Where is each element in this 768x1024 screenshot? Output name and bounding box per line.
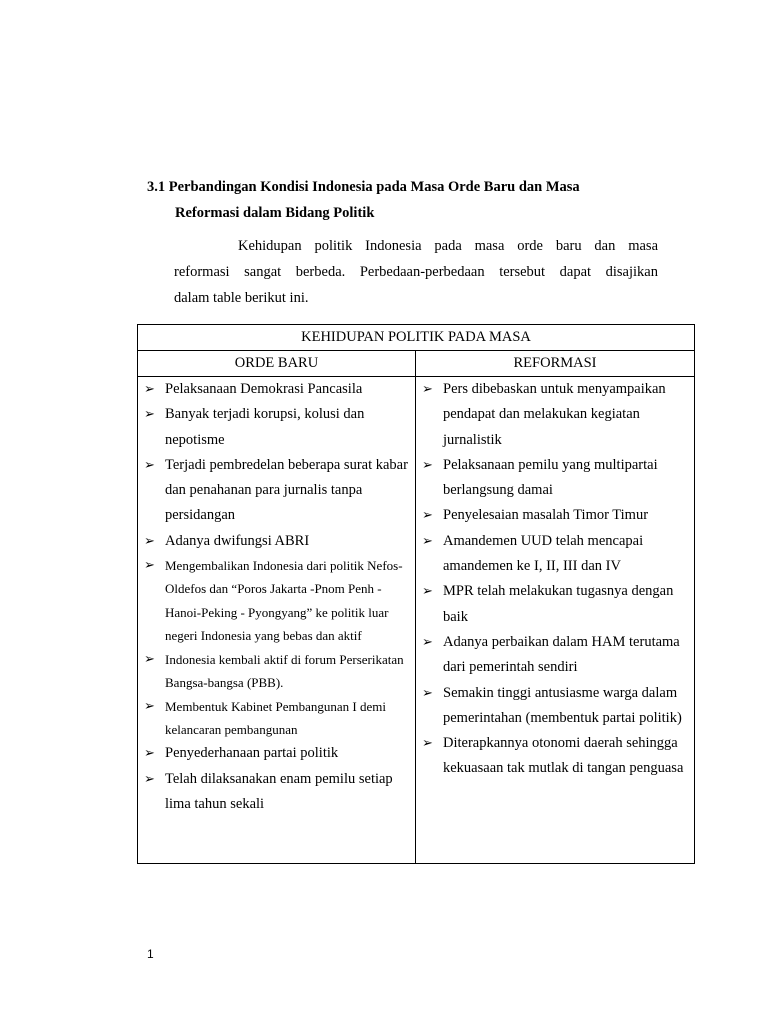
section-title-line1: 3.1 Perbandingan Kondisi Indonesia pada Masa Orde Baru dan Masa xyxy=(147,179,580,195)
list-item xyxy=(416,731,694,782)
list-item-text: Adanya dwifungsi ABRI xyxy=(165,532,310,549)
reformasi-list xyxy=(416,377,694,782)
section-title-line2: Reformasi dalam Bidang Politik xyxy=(175,205,375,221)
list-item-text: MPR telah melakukan tugasnya dengan baik xyxy=(443,583,674,625)
arrow-bullet-icon: ➢ xyxy=(144,651,155,667)
arrow-bullet-icon: ➢ xyxy=(422,533,433,549)
list-item-text: Pelaksanaan pemilu yang multipartai berlangsung damai xyxy=(443,456,658,499)
section-heading xyxy=(147,174,667,226)
list-item-text: Penyederhanaan partai politik xyxy=(165,745,339,762)
comparison-table xyxy=(137,324,695,864)
arrow-bullet-icon: ➢ xyxy=(144,457,155,473)
list-item-text: Pelaksanaan Demokrasi Pancasila xyxy=(165,381,363,397)
arrow-bullet-icon: ➢ xyxy=(144,533,155,549)
list-item xyxy=(416,503,694,528)
list-item xyxy=(416,630,694,681)
list-item xyxy=(138,648,415,695)
orde-baru-list xyxy=(138,377,415,817)
list-item-text: Adanya perbaikan dalam HAM terutama dari pemerintah sendiri xyxy=(443,633,680,676)
list-item xyxy=(416,681,694,732)
column-header-reformasi: REFORMASI xyxy=(416,351,695,377)
list-item xyxy=(416,579,694,630)
list-item-text: Amandemen UUD telah mencapai amandemen ke I, II, III dan IV xyxy=(443,532,644,575)
list-item xyxy=(138,554,415,648)
list-item xyxy=(138,695,415,742)
intro-line3: dalam table berikut ini. xyxy=(174,290,309,306)
arrow-bullet-icon: ➢ xyxy=(144,746,155,762)
list-item-text: Indonesia kembali aktif di forum Perserikatan Bangsa-bangsa (PBB). xyxy=(165,651,404,691)
list-item-text: Semakin tinggi antusiasme warga dalam pemerintahan (membentuk partai politik) xyxy=(443,684,682,726)
list-item xyxy=(138,741,415,766)
list-item-text: Penyelesaian masalah Timor Timur xyxy=(443,507,649,524)
list-item xyxy=(138,402,415,453)
list-item xyxy=(138,453,415,529)
list-item-text: Membentuk Kabinet Pembangunan I demi kelancaran pembangunan xyxy=(165,698,386,737)
arrow-bullet-icon: ➢ xyxy=(144,407,155,423)
arrow-bullet-icon: ➢ xyxy=(422,634,433,650)
list-item xyxy=(416,377,694,453)
page-number: 1 xyxy=(147,947,154,961)
list-item-text: Diterapkannya otonomi daerah sehingga kekuasaan tak mutlak di tangan penguasa xyxy=(443,735,684,777)
list-item-text: Mengembalikan Indonesia dari politik Nefos-Oldefos dan “Poros Jakarta -Pnom Penh - Hanoi-Peking - Pyongyang” ke politik luar negeri Indonesia yang bebas dan aktif xyxy=(165,558,403,644)
table-title: KEHIDUPAN POLITIK PADA MASA xyxy=(138,325,695,351)
orde-baru-cell xyxy=(138,377,416,864)
reformasi-cell xyxy=(416,377,695,864)
intro-line1: Kehidupan politik Indonesia pada masa orde baru dan masa xyxy=(238,238,658,254)
list-item-text: Terjadi pembredelan beberapa surat kabar dan penahanan para jurnalis tanpa persidangan xyxy=(165,456,408,524)
arrow-bullet-icon: ➢ xyxy=(422,382,433,397)
intro-paragraph xyxy=(174,233,658,311)
arrow-bullet-icon: ➢ xyxy=(422,508,433,524)
intro-line2: reformasi sangat berbeda. Perbedaan-perbedaan tersebut dapat disajikan xyxy=(174,264,658,280)
arrow-bullet-icon: ➢ xyxy=(144,771,155,787)
arrow-bullet-icon: ➢ xyxy=(422,685,433,701)
list-item xyxy=(138,767,415,818)
list-item-text: Banyak terjadi korupsi, kolusi dan nepotisme xyxy=(165,406,365,448)
arrow-bullet-icon: ➢ xyxy=(422,584,433,600)
list-item-text: Telah dilaksanakan enam pemilu setiap lima tahun sekali xyxy=(165,770,393,812)
arrow-bullet-icon: ➢ xyxy=(144,558,155,574)
column-header-orde-baru: ORDE BARU xyxy=(138,351,416,377)
list-item xyxy=(138,377,415,402)
list-item xyxy=(416,453,694,504)
arrow-bullet-icon: ➢ xyxy=(144,382,155,397)
arrow-bullet-icon: ➢ xyxy=(422,736,433,752)
list-item-text: Pers dibebaskan untuk menyampaikan pendapat dan melakukan kegiatan jurnalistik xyxy=(443,381,666,448)
arrow-bullet-icon: ➢ xyxy=(144,698,155,714)
list-item xyxy=(416,529,694,580)
list-item xyxy=(138,529,415,554)
arrow-bullet-icon: ➢ xyxy=(422,457,433,473)
